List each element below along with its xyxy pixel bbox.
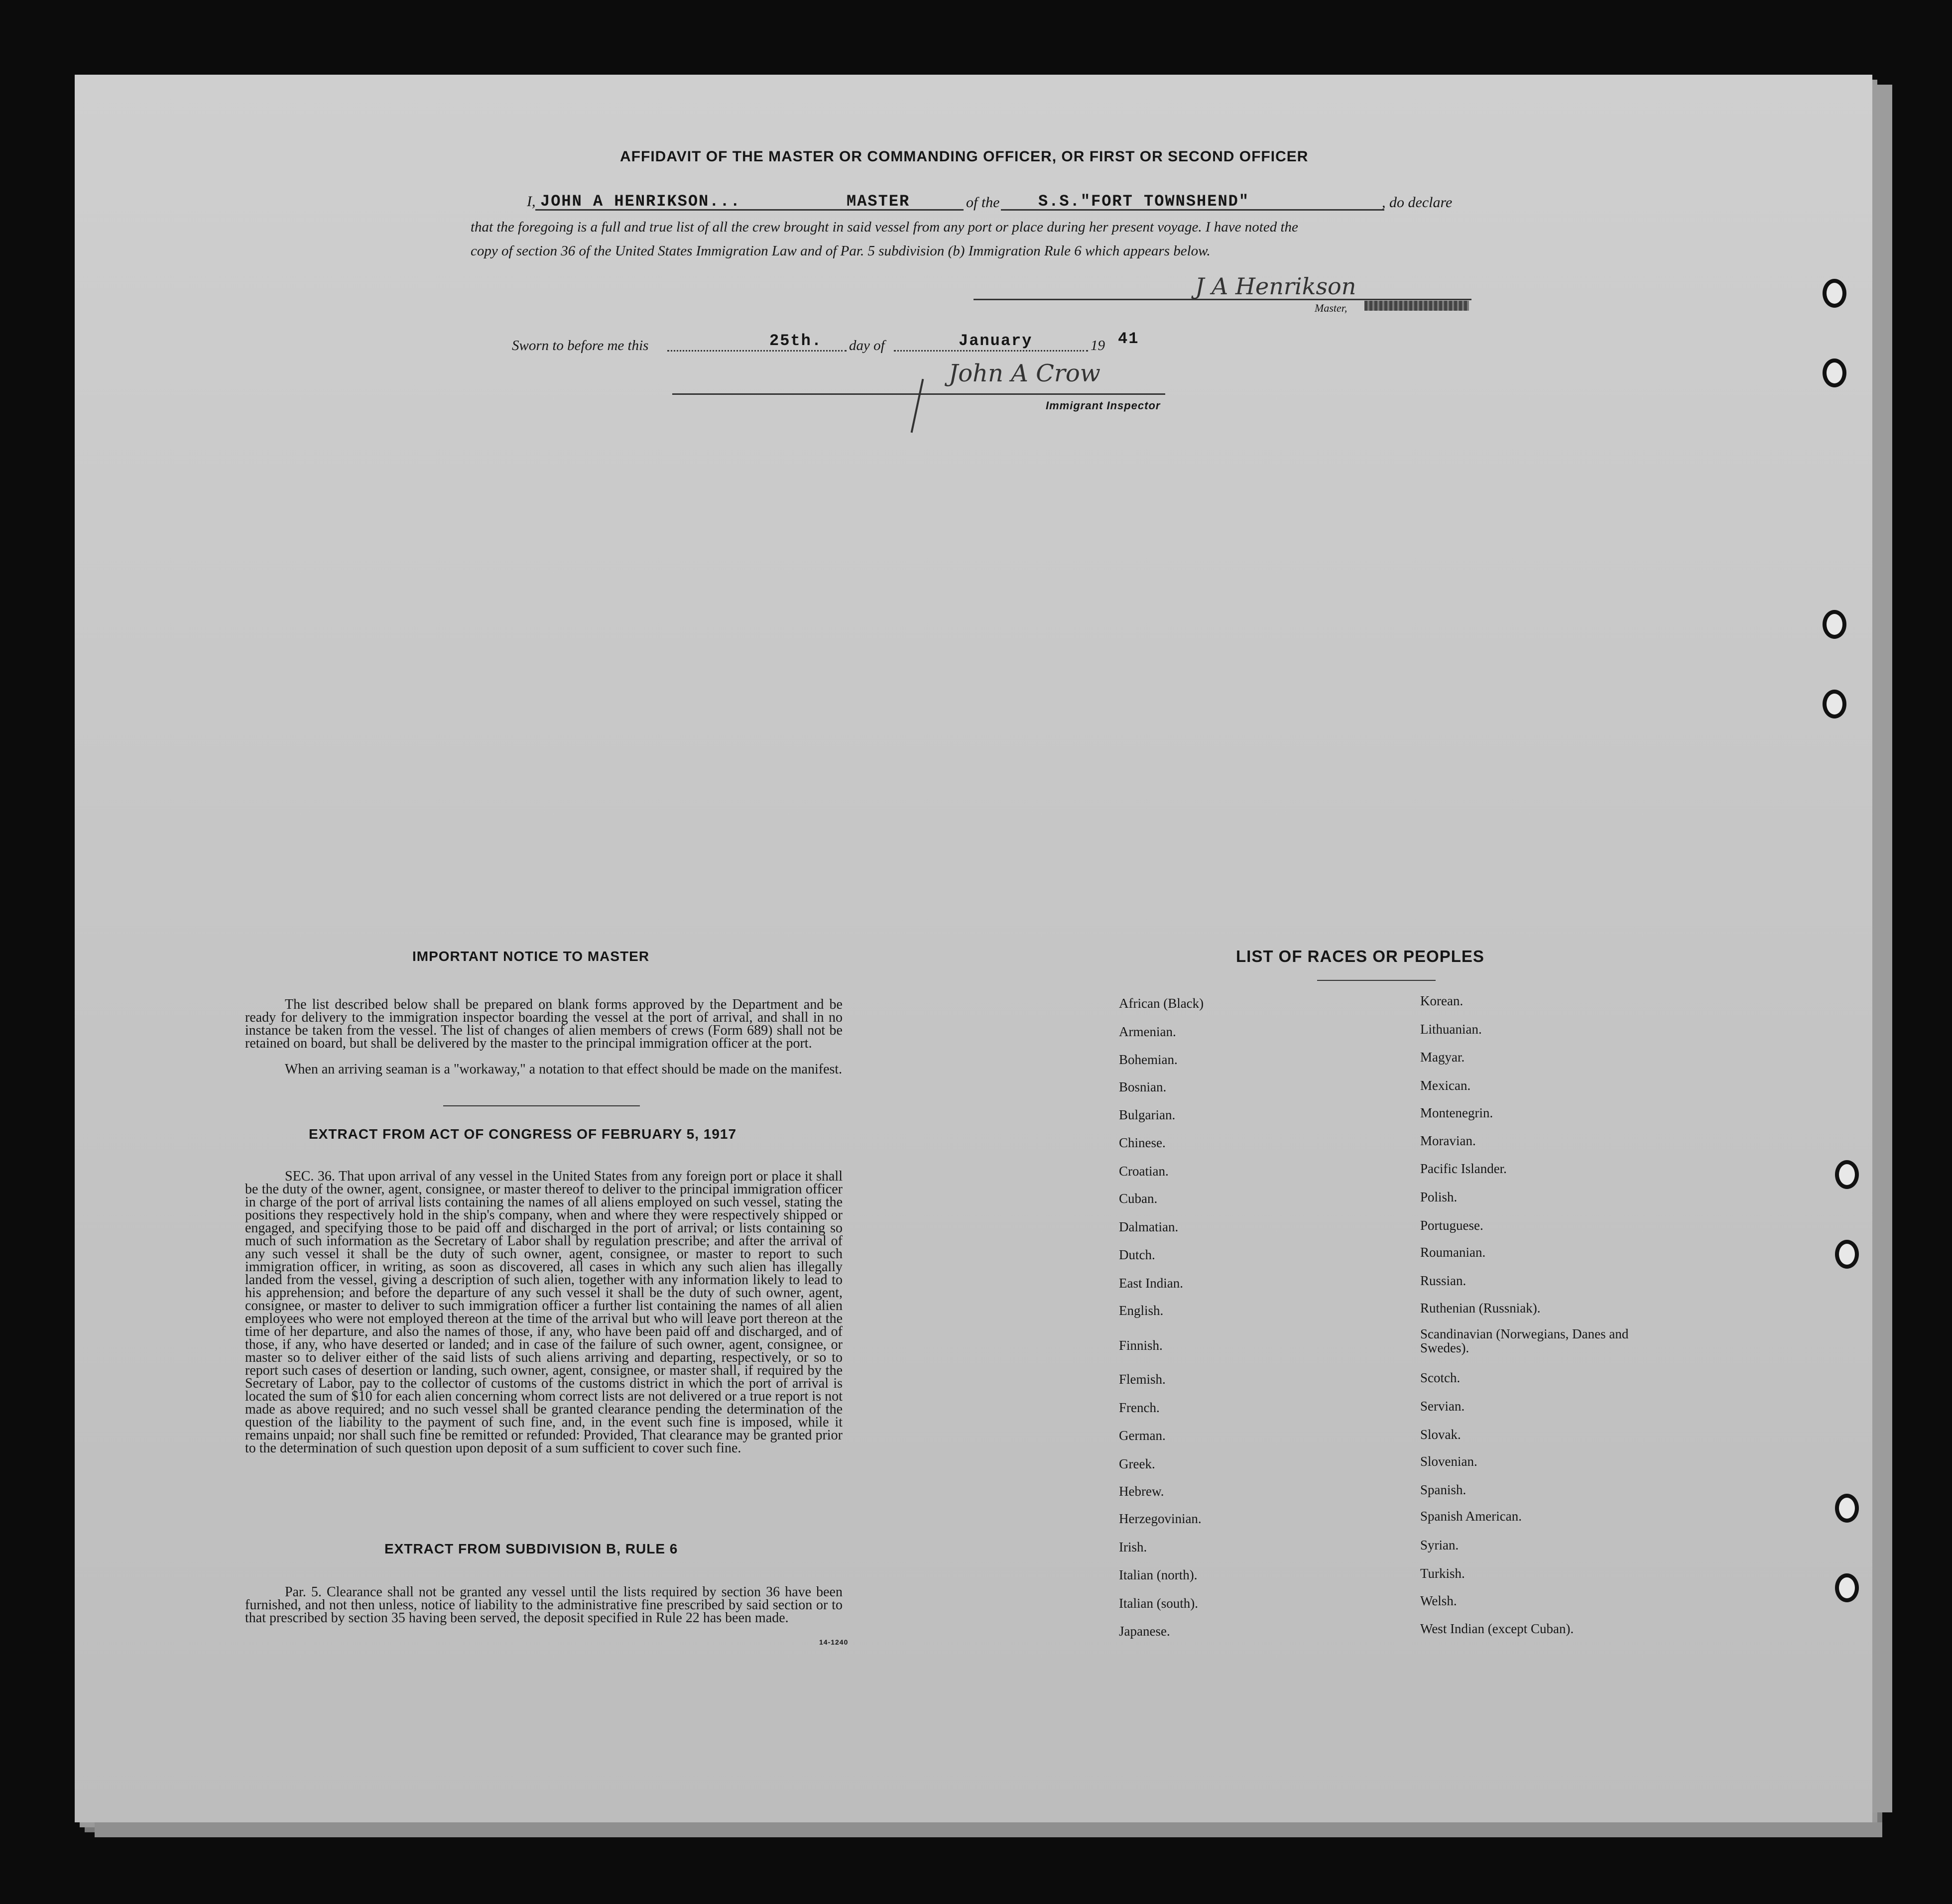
- notice-paragraph-2: When an arriving seaman is a "workaway," a notation to that effect should be made on the manifest.: [285, 1062, 843, 1077]
- page-stack-edge: [1872, 85, 1892, 1812]
- race-item: Greek.: [1119, 1456, 1155, 1471]
- affidavit-line-2: that the foregoing is a full and true list of all the crew brought in said vessel from any port or place during her present voyage. I have noted the: [471, 219, 1298, 235]
- race-item: Polish.: [1420, 1190, 1458, 1204]
- race-item: Scotch.: [1420, 1370, 1461, 1385]
- affidavit-i-label: I,: [527, 193, 536, 210]
- of-the-label: of the: [966, 194, 1000, 211]
- struck-out-text: [1364, 301, 1469, 311]
- race-item: Turkish.: [1420, 1566, 1465, 1581]
- race-item: Ruthenian (Russniak).: [1420, 1301, 1541, 1315]
- race-item: Bosnian.: [1119, 1079, 1167, 1094]
- race-item: Hebrew.: [1119, 1484, 1164, 1499]
- form-number: 14-1240: [819, 1638, 849, 1646]
- race-item: Slovenian.: [1420, 1454, 1477, 1469]
- sworn-month-underline: [894, 350, 1088, 352]
- extract-act-text: SEC. 36. That upon arrival of any vessel in the United States from any foreign port or place it shall be the duty of the owner, agent, consignee, or master thereof to deliver to the principal immigration officer in charge of the port of arrival lists containing the names of all aliens employed on such vessel, stating the positions they respectively hold in the ship's company, when and where they were respectively shipped or engaged, and specifying those to be paid off and discharged in the port of arrival; or lists containing so much of such information as the Secretary of Labor shall by regulation prescribe; and after the arrival of any such vessel it shall be the duty of such owner, agent, consignee, or master to report to such immigration officer, in writing, as soon as discovered, all cases in which any such alien has illegally landed from the vessel, giving a description of such alien, together with any information likely to lead to his apprehension; and before the departure of any such vessel it shall be the duty of such owner, agent, consignee, or master to deliver to such immigration officer a further list containing the names of all alien employees who were not employed thereon at the time of the arrival but who will leave port thereon at the time of her departure, and also the names of those, if any, who have been paid off and discharged, and of those, if any, who have deserted or landed; and in case of the failure of such owner, agent, consignee, or master so to deliver either of the said lists of such aliens arriving and departing, respectively, or so to report such cases of desertion or landing, such owner, agent, consignee, or master shall, if required by the Secretary of Labor, pay to the collector of customs of the customs district in which the port of arrival is located the sum of $10 for each alien concerning whom correct lists are not delivered or a true report is not made as above required; and no such vessel shall be granted clearance pending the determination of the question of the liability to the payment of such fine, and, in the event such fine is imposed, while it remains unpaid; nor shall such fine be remitted or refunded: Provided, That clearance may be granted prior to the determination of such question upon deposit of a sum sufficient to cover such fine.: [245, 1169, 843, 1456]
- race-item: Bulgarian.: [1119, 1107, 1176, 1122]
- race-item: Armenian.: [1119, 1024, 1176, 1039]
- punch-hole: [1823, 690, 1846, 718]
- extract-rule-title: EXTRACT FROM SUBDIVISION B, RULE 6: [384, 1541, 678, 1556]
- affidavit-line-3: copy of section 36 of the United States Immigration Law and of Par. 5 subdivision (b) Immigration Rule 6 which appears below.: [471, 243, 1211, 259]
- inspector-label: Immigrant Inspector: [1046, 399, 1161, 412]
- race-item: East Indian.: [1119, 1276, 1183, 1291]
- do-declare-label: , do declare: [1382, 194, 1453, 211]
- punch-hole: [1835, 1160, 1859, 1189]
- day-of-label: day of: [849, 338, 885, 354]
- race-item: Russian.: [1420, 1273, 1466, 1288]
- punch-hole: [1823, 610, 1846, 639]
- sworn-month: January: [959, 332, 1033, 350]
- notice-title: IMPORTANT NOTICE TO MASTER: [412, 949, 650, 964]
- year-prefix: 19: [1091, 338, 1105, 354]
- race-item: French.: [1119, 1400, 1160, 1415]
- race-item: Italian (south).: [1119, 1596, 1198, 1611]
- race-item: African (Black): [1119, 996, 1204, 1011]
- race-item: Japanese.: [1119, 1624, 1170, 1639]
- race-item: Roumanian.: [1420, 1245, 1486, 1260]
- master-signature-label: Master,: [1315, 302, 1347, 314]
- punch-hole: [1823, 358, 1846, 387]
- race-item: Korean.: [1420, 993, 1464, 1008]
- race-item: Herzegovinian.: [1119, 1511, 1202, 1526]
- master-signature: J A Henrikson: [1195, 273, 1356, 300]
- extract-rule-text: Par. 5. Clearance shall not be granted any vessel until the lists required by section 36 have been furnished, and not then unless, notice of liability to the administrative fine prescribed by said section or to that prescribed by section 35 having been served, the deposit specified in Rule 22 has been made.: [245, 1584, 843, 1626]
- race-item: German.: [1119, 1428, 1166, 1443]
- race-item: Irish.: [1119, 1540, 1147, 1554]
- race-item: West Indian (except Cuban).: [1420, 1621, 1574, 1636]
- race-item: Dalmatian.: [1119, 1219, 1179, 1234]
- race-item: Pacific Islander.: [1420, 1161, 1507, 1176]
- race-item: Bohemian.: [1119, 1052, 1178, 1067]
- race-item: Croatian.: [1119, 1164, 1169, 1179]
- punch-hole: [1835, 1240, 1859, 1269]
- races-title-underline: [1317, 980, 1436, 981]
- race-item: Servian.: [1420, 1399, 1465, 1414]
- extract-act-title: EXTRACT FROM ACT OF CONGRESS OF FEBRUARY 5, 1917: [309, 1126, 737, 1142]
- race-item: Slovak.: [1420, 1427, 1461, 1442]
- notice-paragraph-1: The list described below shall be prepared on blank forms approved by the Department and be ready for delivery to the immigration inspector boarding the vessel at the port of arrival, and shall in no instance be taken from the vessel. The list of changes of alien members of crews (Form 689) shall not be retained on board, but shall be delivered by the master to the principal immigration officer at the port.: [245, 997, 843, 1051]
- race-item: Spanish.: [1420, 1482, 1466, 1497]
- race-item: Welsh.: [1420, 1593, 1457, 1608]
- sworn-day: 25th.: [769, 332, 823, 350]
- race-item: Mexican.: [1420, 1078, 1471, 1093]
- race-item: Spanish American.: [1420, 1509, 1522, 1524]
- inspector-signature: John A Crow: [949, 359, 1100, 387]
- race-item: English.: [1119, 1303, 1164, 1318]
- punch-hole: [1835, 1494, 1859, 1523]
- race-item: Magyar.: [1420, 1050, 1465, 1065]
- affidavit-title: AFFIDAVIT OF THE MASTER OR COMMANDING OFFICER, OR FIRST OR SECOND OFFICER: [620, 148, 1309, 165]
- vessel-name: S.S."FORT TOWNSHEND": [1038, 192, 1250, 211]
- races-title: LIST OF RACES OR PEOPLES: [1236, 947, 1484, 965]
- race-item: Italian (north).: [1119, 1567, 1198, 1582]
- master-name: JOHN A HENRIKSON...: [540, 192, 741, 211]
- race-item: Dutch.: [1119, 1247, 1155, 1262]
- race-item: Cuban.: [1119, 1191, 1158, 1206]
- race-item: Scandinavian (Norwegians, Danes and Swedes).: [1420, 1326, 1629, 1355]
- master-rank: MASTER: [847, 192, 910, 211]
- page-stack-edge-bottom: [95, 1822, 1882, 1837]
- race-item: Portuguese.: [1420, 1218, 1483, 1233]
- sworn-label: Sworn to before me this: [512, 338, 649, 354]
- year-suffix: 41: [1118, 330, 1139, 348]
- punch-hole: [1823, 279, 1846, 308]
- race-item: Moravian.: [1420, 1133, 1476, 1148]
- sworn-day-underline: [667, 350, 847, 352]
- race-item: Chinese.: [1119, 1135, 1166, 1150]
- race-item: Flemish.: [1119, 1372, 1166, 1387]
- divider: [443, 1105, 640, 1106]
- race-item: Syrian.: [1420, 1538, 1459, 1552]
- race-item: Lithuanian.: [1420, 1022, 1482, 1037]
- race-item: Finnish.: [1119, 1338, 1163, 1353]
- punch-hole: [1835, 1573, 1859, 1602]
- race-item: Montenegrin.: [1420, 1105, 1493, 1120]
